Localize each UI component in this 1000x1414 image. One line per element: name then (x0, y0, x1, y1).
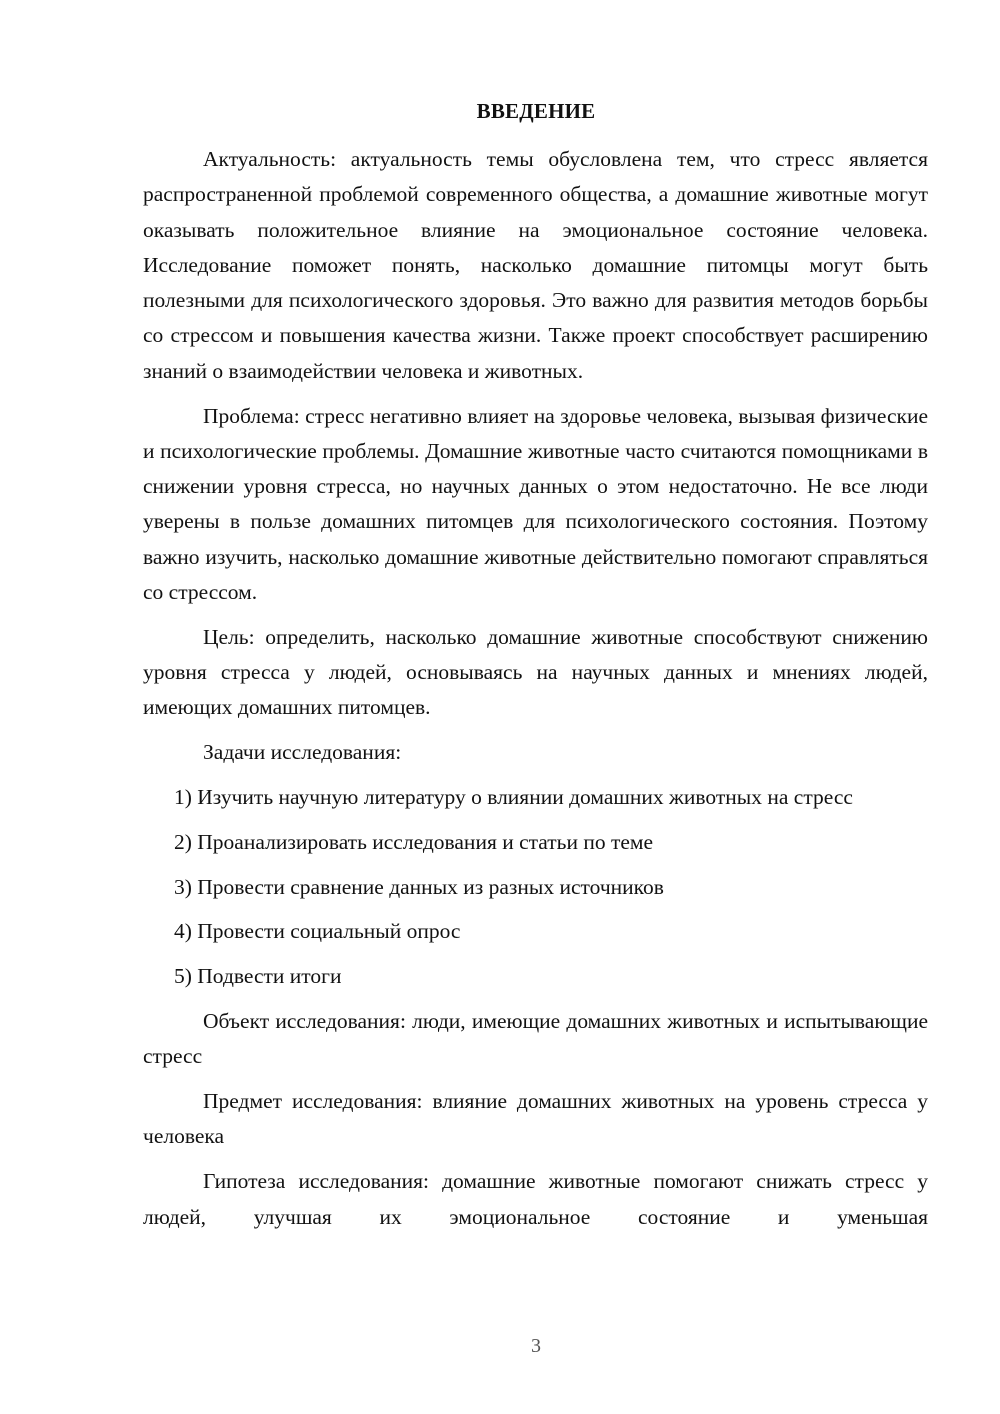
paragraph-problem: Проблема: стресс негативно влияет на здоровье человека, вызывая физические и психологические проблемы. Домашние животные часто считаются помощниками в снижении уровня стресса, но научных данных о этом недостаточно. Не все люди уверены в пользе домашних питомцев для психологического состояния. Поэтому важно изучить, насколько домашние животные действительно помогают справляться со стрессом. (143, 403, 928, 605)
paragraph-tasks-heading: Задачи исследования: (203, 740, 402, 765)
paragraph-relevance: Актуальность: актуальность темы обусловлена тем, что стресс является распространенной проблемой современного общества, а домашние животные могут оказывать положительное влияние на эмоциональное состояние человека. Исследование поможет понять, насколько домашние питомцы могут быть полезными для психологического здоровья. Это важно для развития методов борьбы со стрессом и повышения качества жизни. Также проект способствует расширению знаний о взаимодействии человека и животных. (143, 147, 928, 383)
task-item-4: 4) Провести социальный опрос (174, 919, 461, 944)
task-item-1: 1) Изучить научную литературу о влиянии домашних животных на стресс (174, 785, 853, 810)
paragraph-subject: Предмет исследования: влияние домашних животных на уровень стресса у человека (143, 1089, 928, 1149)
task-item-2: 2) Проанализировать исследования и статьи по теме (174, 829, 654, 854)
section-heading: ВВЕДЕНИЕ (476, 99, 596, 123)
page-number: 3 (531, 1335, 541, 1357)
paragraph-object: Объект исследования: люди, имеющие домашних животных и испытывающие стресс (143, 1009, 928, 1069)
paragraph-hypothesis: Гипотеза исследования: домашние животные помогают снижать стресс у людей, улучшая их эмоциональное состояние и уменьшая (143, 1169, 928, 1229)
task-item-5: 5) Подвести итоги (174, 964, 342, 989)
task-item-3: 3) Провести сравнение данных из разных источников (174, 874, 664, 899)
body-text (143, 142, 928, 1244)
paragraph-goal: Цель: определить, насколько домашние животные способствуют снижению уровня стресса у людей, основываясь на научных данных и мнениях людей, имеющих домашних питомцев. (143, 624, 928, 720)
